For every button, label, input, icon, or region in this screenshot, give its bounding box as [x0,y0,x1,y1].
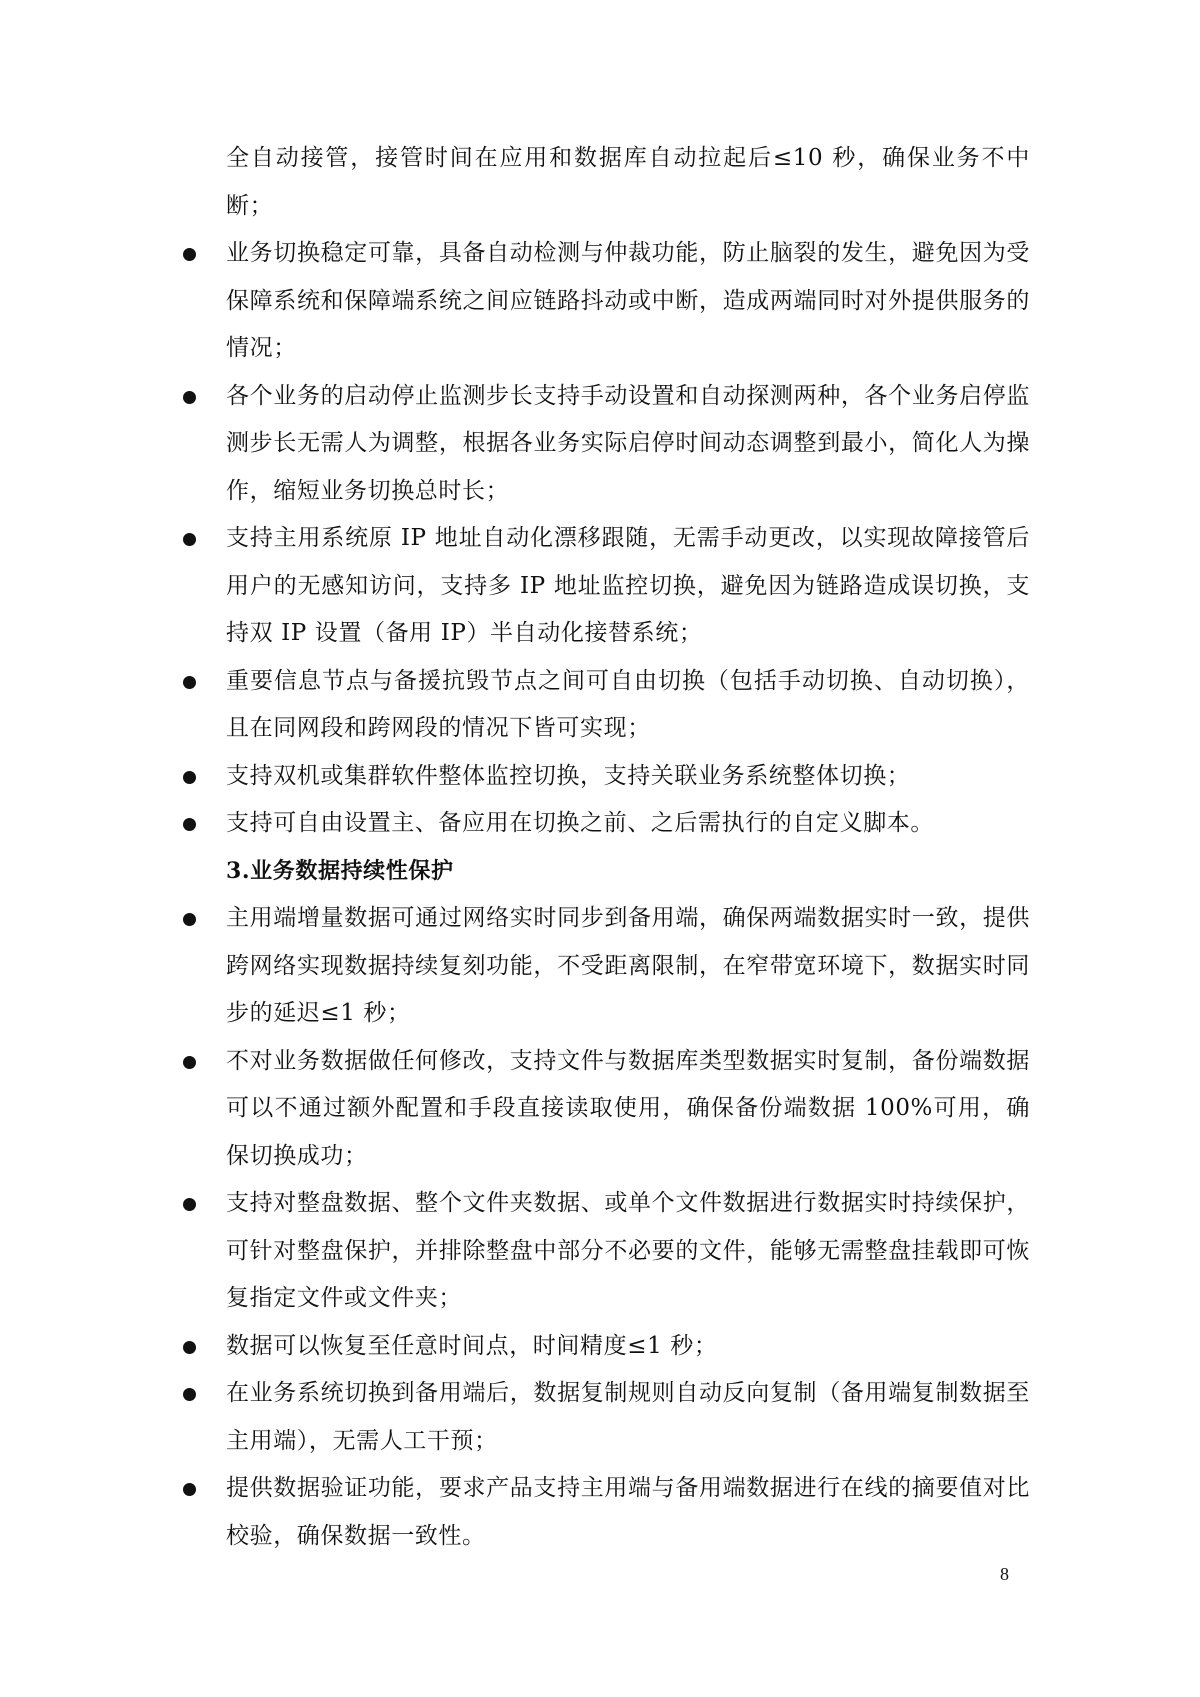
list-item [180,1323,1030,1371]
paragraph-text: 全自动接管，接管时间在应用和数据库自动拉起后≤10 秒，确保业务不中断； [226,145,1030,219]
list-item [180,753,1030,801]
list-item-text: 支持可自由设置主、备应用在切换之前、之后需执行的自定义脚本。 [226,810,934,836]
list-item [180,800,1030,848]
list-item-text: 业务切换稳定可靠，具备自动检测与仲裁功能，防止脑裂的发生，避免因为受保障系统和保障端系统之间应链路抖动或中断，造成两端同时对外提供服务的情况； [226,240,1030,361]
list-item [180,658,1030,753]
list-item-text: 数据可以恢复至任意时间点，时间精度≤1 秒； [226,1332,718,1359]
document-body [180,135,1030,1560]
list-item-text: 在业务系统切换到备用端后，数据复制规则自动反向复制（备用端复制数据至主用端），无需人工干预； [226,1380,1030,1454]
list-item-text: 各个业务的启动停止监测步长支持手动设置和自动探测两种，各个业务启停监测步长无需人为调整，根据各业务实际启停时间动态调整到最小，简化人为操作，缩短业务切换总时长； [226,382,1030,504]
bullet-icon [183,533,196,546]
bullet-icon [183,676,196,689]
bullet-icon [183,391,196,404]
bullet-icon [183,1388,196,1401]
list-item-text: 提供数据验证功能，要求产品支持主用端与备用端数据进行在线的摘要值对比校验，确保数据一致性。 [226,1475,1030,1549]
list-item [180,1038,1030,1181]
bullet-icon [183,248,196,261]
list-item-text: 支持对整盘数据、整个文件夹数据、或单个文件数据进行数据实时持续保护，可针对整盘保护，并排除整盘中部分不必要的文件，能够无需整盘挂载即可恢复指定文件或文件夹； [226,1190,1030,1311]
list-item-text: 主用端增量数据可通过网络实时同步到备用端，确保两端数据实时一致，提供跨网络实现数据持续复刻功能，不受距离限制，在窄带宽环境下，数据实时同步的延迟≤1 秒； [226,905,1030,1026]
bullet-icon [183,1341,196,1354]
section-heading: 3.业务数据持续性保护 [226,857,454,884]
page-number: 8 [1000,1564,1009,1584]
list-item [180,230,1030,373]
list-item [180,1180,1030,1323]
list-item-text: 支持双机或集群软件整体监控切换，支持关联业务系统整体切换； [226,762,911,789]
bullet-icon [183,1198,196,1211]
bullet-icon [183,1483,196,1496]
list-item-text: 支持主用系统原 IP 地址自动化漂移跟随，无需手动更改，以实现故障接管后用户的无感知访问，支持多 IP 地址监控切换，避免因为链路造成误切换，支持双 IP 设置（备用 IP）半自动化接替系统； [226,525,1030,646]
list-item [180,895,1030,1038]
paragraph-continuation [180,135,1030,230]
list-item-text: 重要信息节点与备援抗毁节点之间可自由切换（包括手动切换、自动切换），且在同网段和跨网段的情况下皆可实现； [226,667,1030,741]
list-item [180,373,1030,516]
bullet-icon [183,818,196,831]
bullet-icon [183,913,196,926]
bullet-icon [183,1056,196,1069]
list-item-text: 不对业务数据做任何修改，支持文件与数据库类型数据实时复制，备份端数据可以不通过额外配置和手段直接读取使用，确保备份端数据 100%可用，确保切换成功； [226,1047,1030,1169]
bullet-icon [183,771,196,784]
list-item [180,515,1030,658]
list-item [180,1370,1030,1465]
list-item [180,1465,1030,1560]
